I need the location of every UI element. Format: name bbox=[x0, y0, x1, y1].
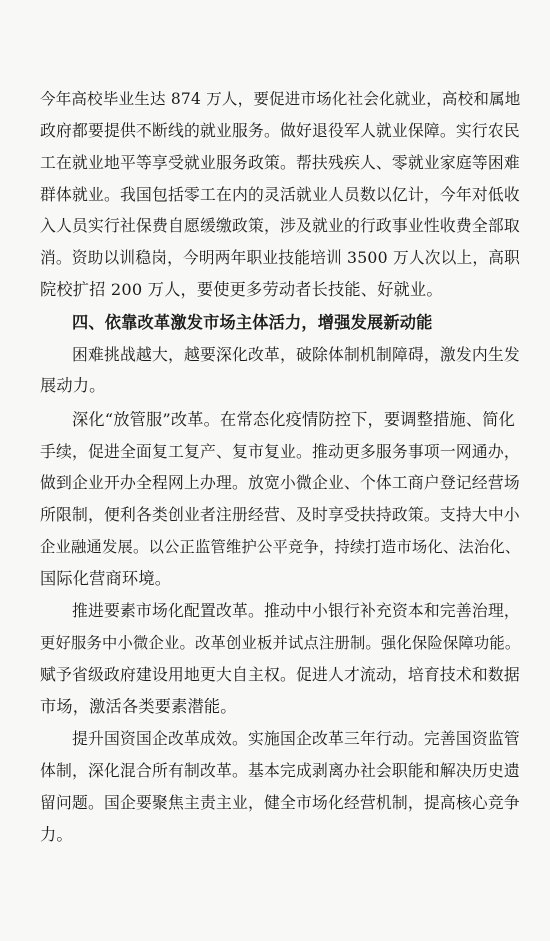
text-line: 困难挑战越大，越要深化改革，破除体制机制障碍，激发内生发 bbox=[72, 345, 520, 364]
text-line: 院校扩招 200 万人，要使更多劳动者长技能、好就业。 bbox=[40, 280, 443, 299]
text-line: 深化“放管服”改革。在常态化疫情防控下，要调整措施、简化 bbox=[72, 410, 516, 429]
text-line: 手续，促进全面复工复产、复市复业。推动更多服务事项一网通办， bbox=[40, 442, 520, 461]
text-line: 更好服务中小微企业。改革创业板并试点注册制。强化保险保障功能。 bbox=[40, 634, 521, 652]
text-line: 提升国资国企改革成效。实施国企改革三年行动。完善国资监管 bbox=[72, 729, 520, 748]
text-line: 力。 bbox=[40, 825, 73, 844]
text-line: 企业融通发展。以公正监管维护公平竞争，持续打造市场化、法治化、 bbox=[40, 538, 521, 556]
text-line: 展动力。 bbox=[40, 376, 106, 395]
text-line: 工在就业地平等享受就业服务政策。帮扶残疾人、零就业家庭等困难 bbox=[40, 153, 520, 172]
text-line: 市场，激活各类要素潜能。 bbox=[40, 697, 237, 716]
text-line: 群体就业。我国包括零工在内的灵活就业人员数以亿计，今年对低收 bbox=[40, 185, 520, 204]
text-line: 留问题。国企要聚焦主责主业，健全市场化经营机制，提高核心竞争 bbox=[40, 793, 520, 812]
text-line: 消。资助以训稳岗，今明两年职业技能培训 3500 万人次以上，高职 bbox=[40, 248, 521, 267]
text-line: 体制，深化混合所有制改革。基本完成剥离办社会职能和解决历史遗 bbox=[40, 761, 520, 780]
text-line: 政府都要提供不断线的就业服务。做好退役军人就业保障。实行农民 bbox=[40, 121, 520, 140]
text-line: 今年高校毕业生达 874 万人，要促进市场化社会化就业，高校和属地 bbox=[40, 90, 521, 108]
text-line: 赋予省级政府建设用地更大自主权。促进人才流动，培育技术和数据 bbox=[40, 665, 520, 684]
text-line: 做到企业开办全程网上办理。放宽小微企业、个体工商户登记经营场 bbox=[40, 473, 520, 492]
section-heading: 四、依靠改革激发市场主体活力，增强发展新动能 bbox=[72, 313, 433, 332]
text-line: 所限制，便利各类创业者注册经营、及时享受扶持政策。支持大中小 bbox=[40, 505, 520, 524]
text-line: 国际化营商环境。 bbox=[40, 569, 172, 588]
text-line: 入人员实行社保费自愿缓缴政策，涉及就业的行政事业性收费全部取 bbox=[40, 216, 520, 235]
text-line: 推进要素市场化配置改革。推动中小银行补充资本和完善治理， bbox=[72, 601, 520, 620]
